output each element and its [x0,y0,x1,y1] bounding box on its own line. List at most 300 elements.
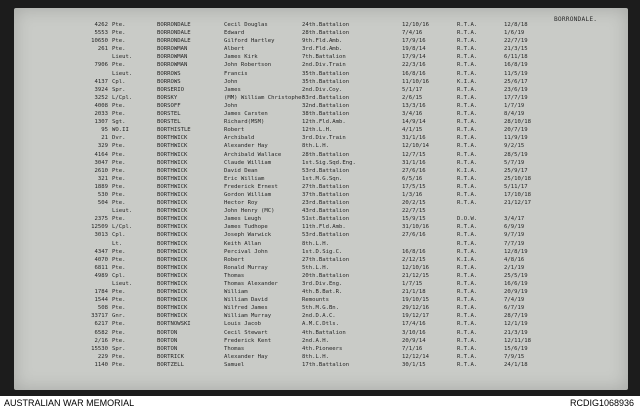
cell-unit: 28th.Battalion [302,30,350,37]
table-row [14,159,628,167]
table-row [14,199,628,207]
cell-fate-date: 17/10/18 [504,191,531,198]
cell-surname: BORTHWICK [157,191,188,198]
cell-unit: 37th.Battalion [302,191,350,198]
cell-fate: R.T.A. [457,281,478,287]
cell-enlistment-date: 20/9/14 [402,337,426,344]
cell-rank: Pte. [112,143,126,150]
cell-unit: 27th.Battalion [302,256,350,263]
cell-given-names: Albert [224,46,245,53]
cell-surname: BORTON [157,337,178,344]
cell-service-number: 329 [97,143,108,150]
cell-service-number: 321 [97,175,108,182]
table-row [14,231,628,239]
cell-enlistment-date: 22/3/16 [402,62,426,69]
cell-enlistment-date: 2/6/15 [402,94,423,101]
cell-service-number: 530 [97,191,108,198]
cell-fate: R.T.A. [457,102,478,109]
cell-rank: Pte. [112,321,126,328]
cell-rank: Pte. [112,62,126,69]
table-row [14,191,628,199]
cell-unit: 2nd.A.H. [302,337,329,344]
cell-fate-date: 21/3/15 [504,46,528,53]
table-row [14,272,628,280]
cell-fate: R.T.A. [457,240,478,247]
table-row [14,304,628,312]
cell-unit: 5th.L.H. [302,264,329,271]
table-row [14,288,628,296]
cell-given-names: Alexander Hay [224,143,268,150]
cell-unit: 8th.L.H. [302,143,329,150]
cell-unit: 9th.Fld.Amb. [302,38,343,45]
table-row [14,45,628,53]
cell-surname: BORTHWICK [157,297,188,304]
cell-rank: Pte. [112,111,126,118]
cell-enlistment-date: 2/12/15 [402,256,426,263]
cell-surname: BORTHWICK [157,167,188,174]
table-row [14,167,628,175]
cell-unit: 12th.L.H. [302,127,333,134]
table-row [14,337,628,345]
cell-fate-date: 21/12/17 [504,200,531,207]
cell-fate-date: 25/5/19 [504,272,528,279]
cell-rank: Lieut. [112,281,133,287]
table-row [14,86,628,94]
cell-fate: R.T.A. [457,22,478,28]
cell-fate: R.T.A. [457,111,478,118]
cell-unit: 43rd.Battalion [302,208,350,215]
cell-rank: Pte. [112,46,126,53]
cell-fate-date: 20/9/19 [504,289,528,296]
cell-unit: 4th.Battalion [302,329,346,336]
cell-given-names: Keith Allan [224,240,262,247]
cell-service-number: 1544 [94,297,108,304]
cell-fate-date: 6/7/19 [504,305,525,312]
cell-rank: Pte. [112,30,126,37]
cell-rank: Lieut. [112,70,133,77]
cell-given-names: Eric William [224,175,265,182]
cell-fate-date: 25/10/18 [504,175,531,182]
cell-unit: Remounts [302,297,329,304]
cell-fate: R.T.A. [457,62,478,69]
cell-enlistment-date: 16/8/16 [402,248,426,255]
cell-fate: D.O.W. [457,216,478,223]
cell-given-names: Gilford Hartley [224,38,275,45]
table-row [14,256,628,264]
cell-fate-date: 21/3/19 [504,329,528,336]
cell-given-names: Wilfred James [224,305,268,312]
cell-surname: BORTZELL [157,361,184,368]
cell-service-number: 7906 [94,62,108,69]
cell-service-number: 95 [101,127,108,134]
cell-rank: Pte. [112,264,126,271]
cell-surname: BORRONDALE [157,22,191,28]
cell-unit: 53rd.Battalion [302,167,350,174]
cell-given-names: Ronald Murray [224,264,268,271]
cell-enlistment-date: 12/10/14 [402,143,429,150]
cell-rank: Dvr. [112,135,126,142]
cell-enlistment-date: 16/8/16 [402,70,426,77]
cell-rank: Spr. [112,345,126,352]
cell-fate: R.T.A. [457,200,478,207]
cell-service-number: 4008 [94,102,108,109]
cell-unit: 12th.Fld.Amb. [302,119,346,126]
cell-unit: 11th.Fld.Amb. [302,224,346,231]
table-row [14,240,628,248]
table-row [14,29,628,37]
cell-rank: Cpl. [112,232,126,239]
cell-rank: Gnr. [112,313,126,320]
cell-rank: Lieut. [112,54,133,61]
cell-unit: 1st.M.G.Sqn. [302,175,343,182]
table-row [14,102,628,110]
table-row [14,70,628,78]
table-row [14,320,628,328]
cell-service-number: 1140 [94,361,108,368]
cell-fate: R.T.A. [457,232,478,239]
cell-service-number: 10650 [91,38,108,45]
cell-unit: 20th.Battalion [302,272,350,279]
cell-given-names: James Leugh [224,216,262,223]
cell-rank: Pte. [112,256,126,263]
cell-rank: Pte. [112,216,126,223]
cell-fate: R.T.A. [457,94,478,101]
cell-fate-date: 15/6/19 [504,345,528,352]
cell-service-number: 1307 [94,119,108,126]
cell-enlistment-date: 19/10/15 [402,297,429,304]
cell-given-names: Francis [224,70,248,77]
cell-unit: 24th.Battalion [302,22,350,28]
cell-rank: Pte. [112,191,126,198]
table-row [14,223,628,231]
cell-fate: R.T.A. [457,264,478,271]
cell-surname: BORTHWICK [157,159,188,166]
cell-given-names: Thomas Alexander [224,281,278,287]
cell-surname: BORTHWICK [157,143,188,150]
cell-fate: R.T.A. [457,272,478,279]
cell-fate: R.T.A. [457,151,478,158]
header-surname: BORRONDALE. [554,16,598,23]
cell-fate-date: 5/11/17 [504,183,528,190]
cell-service-number: 1784 [94,289,108,296]
cell-fate: R.T.A. [457,297,478,304]
cell-surname: BORTHWICK [157,175,188,182]
cell-unit: 2nd.Div.Coy. [302,86,343,93]
cell-service-number: 3924 [94,86,108,93]
cell-surname: BORTHWICK [157,248,188,255]
cell-given-names: Robert [224,127,245,134]
cell-fate-date: 3/4/17 [504,216,525,223]
cell-service-number: 4262 [94,22,108,28]
cell-surname: BORROWS [157,78,181,85]
cell-surname: BORTHWICK [157,313,188,320]
cell-fate: K.I.A. [457,78,478,85]
cell-service-number: 4347 [94,248,108,255]
cell-unit: 7th.Battalion [302,54,346,61]
cell-fate-date: 25/6/17 [504,78,528,85]
cell-service-number: 6217 [94,321,108,328]
cell-surname: BORTNOWSKI [157,321,191,328]
cell-enlistment-date: 14/9/14 [402,119,426,126]
cell-fate: R.T.A. [457,30,478,37]
cell-given-names: (MM) William Christopher [224,94,305,101]
cell-service-number: 2375 [94,216,108,223]
cell-fate: R.T.A. [457,70,478,77]
cell-given-names: James [224,86,241,93]
cell-given-names: James Kirk [224,54,258,61]
cell-surname: BORRONDALE [157,30,191,37]
cell-unit: 27th.Battalion [302,183,350,190]
cell-enlistment-date: 17/5/15 [402,183,426,190]
cell-unit: 5th.M.G.Bn. [302,305,340,312]
cell-fate-date: 1/7/19 [504,102,525,109]
cell-enlistment-date: 12/7/15 [402,151,426,158]
cell-given-names: Hector Roy [224,200,258,207]
cell-service-number: 4164 [94,151,108,158]
cell-enlistment-date: 3/4/16 [402,111,423,118]
cell-fate-date: 12/1/19 [504,321,528,328]
cell-given-names: John [224,102,238,109]
cell-surname: BORTRICK [157,353,184,360]
cell-service-number: 508 [97,305,108,312]
cell-service-number: 6811 [94,264,108,271]
cell-given-names: Percival John [224,248,268,255]
table-row [14,110,628,118]
cell-surname: BORTHWICK [157,208,188,215]
cell-fate: R.T.A. [457,54,478,61]
cell-enlistment-date: 30/1/15 [402,361,426,368]
cell-fate-date: 9/7/19 [504,232,525,239]
cell-fate-date: 2/1/19 [504,264,525,271]
cell-fate: R.T.A. [457,248,478,255]
cell-unit: 1st.D.Sig.C. [302,248,343,255]
cell-service-number: 6582 [94,329,108,336]
cell-service-number: 21 [101,135,108,142]
cell-enlistment-date: 27/6/16 [402,167,426,174]
cell-given-names: Cecil Douglas [224,22,268,28]
cell-service-number: 2610 [94,167,108,174]
cell-fate: R.T.A. [457,175,478,182]
cell-fate: R.T.A. [457,159,478,166]
cell-given-names: Joseph Warwick [224,232,272,239]
cell-enlistment-date: 7/4/16 [402,30,423,37]
cell-rank: Pte. [112,329,126,336]
cell-rank: Pte. [112,305,126,312]
cell-service-number: 4137 [94,78,108,85]
cell-enlistment-date: 5/1/17 [402,86,423,93]
cell-fate: R.T.A. [457,329,478,336]
cell-given-names: Archibald Wallace [224,151,282,158]
cell-fate: R.T.A. [457,143,478,150]
cell-enlistment-date: 21/1/18 [402,289,426,296]
cell-service-number: 229 [97,353,108,360]
table-row [14,53,628,61]
cell-surname: BORTHWICK [157,256,188,263]
cell-unit: 51st.Battalion [302,216,350,223]
cell-rank: Sgt. [112,119,126,126]
cell-rank: Pte. [112,337,126,344]
cell-rank: Lt. [112,240,123,247]
table-row [14,361,628,369]
cell-given-names: James Tudhope [224,224,268,231]
cell-enlistment-date: 19/12/17 [402,313,429,320]
cell-enlistment-date: 12/10/16 [402,264,429,271]
cell-enlistment-date: 17/4/16 [402,321,426,328]
cell-rank: Pte. [112,297,126,304]
table-row [14,312,628,320]
table-row [14,183,628,191]
cell-service-number: 5553 [94,30,108,37]
cell-unit: 38th.Battalion [302,111,350,118]
table-row [14,175,628,183]
cell-unit: A.M.C.Dtls. [302,321,340,328]
cell-fate-date: 7/7/19 [504,240,525,247]
cell-fate-date: 28/10/18 [504,119,531,126]
cell-fate: R.T.A. [457,353,478,360]
nominal-roll-sheet [14,8,628,390]
roll-rows [14,21,628,369]
cell-enlistment-date: 17/9/14 [402,54,426,61]
cell-fate: R.T.A. [457,183,478,190]
cell-enlistment-date: 3/10/16 [402,329,426,336]
cell-fate-date: 12/8/18 [504,22,528,28]
cell-enlistment-date: 12/10/16 [402,22,429,28]
cell-fate: R.T.A. [457,86,478,93]
cell-fate-date: 8/4/19 [504,111,525,118]
cell-enlistment-date: 4/1/15 [402,127,423,134]
cell-given-names: Edward [224,30,245,37]
cell-unit: 2nd.D.A.C. [302,313,336,320]
cell-enlistment-date: 7/1/16 [402,345,423,352]
cell-fate: R.T.A. [457,191,478,198]
cell-unit: 3rd.Div.Train [302,135,346,142]
cell-service-number: 4070 [94,256,108,263]
cell-fate: R.T.A. [457,289,478,296]
cell-given-names: Frederick Kent [224,337,272,344]
cell-rank: L/Cpl. [112,94,133,101]
cell-surname: BORTHWICK [157,183,188,190]
cell-fate-date: 6/9/19 [504,224,525,231]
cell-given-names: Thomas [224,345,245,352]
cell-enlistment-date: 12/12/14 [402,353,429,360]
cell-given-names: Gordon William [224,191,272,198]
cell-unit: 35th.Battalion [302,70,350,77]
cell-fate-date: 12/11/18 [504,337,531,344]
cell-given-names: Robert [224,256,245,263]
cell-fate-date: 20/7/19 [504,127,528,134]
cell-rank: Spr. [112,86,126,93]
cell-service-number: 504 [97,200,108,207]
cell-service-number: 12509 [91,224,108,231]
table-row [14,280,628,288]
cell-unit: 3rd.Fld.Amb. [302,46,343,53]
cell-rank: Cpl. [112,78,126,85]
cell-fate-date: 1/6/19 [504,30,525,37]
cell-surname: BORTHWICK [157,264,188,271]
cell-unit: 8th.L.H. [302,240,329,247]
cell-given-names: David Dean [224,167,258,174]
cell-surname: BORROWMAN [157,62,188,69]
cell-service-number: 15530 [91,345,108,352]
cell-unit: 35th.Battalion [302,78,350,85]
cell-service-number: 2/16 [94,337,108,344]
table-row [14,329,628,337]
cell-enlistment-date: 17/9/16 [402,38,426,45]
table-row [14,118,628,126]
cell-rank: Pte. [112,353,126,360]
cell-surname: BORTHWICK [157,289,188,296]
table-row [14,126,628,134]
cell-given-names: John Henry (MC) [224,208,275,215]
cell-fate: R.T.A. [457,321,478,328]
cell-given-names: William David [224,297,268,304]
table-row [14,296,628,304]
cell-surname: BORROWMAN [157,54,188,61]
cell-unit: 4th.Pioneers [302,345,343,352]
cell-unit: 28th.Battalion [302,151,350,158]
cell-rank: L/Cpl. [112,224,133,231]
cell-fate-date: 7/4/19 [504,297,525,304]
cell-rank: Pte. [112,151,126,158]
cell-fate-date: 4/8/16 [504,256,525,263]
cell-enlistment-date: 1/3/16 [402,191,423,198]
cell-surname: BORSTEL [157,119,181,126]
cell-surname: BORTHWICK [157,232,188,239]
cell-enlistment-date: 29/12/16 [402,305,429,312]
cell-fate: R.T.A. [457,135,478,142]
cell-fate-date: 11/5/19 [504,70,528,77]
cell-surname: BORSTEL [157,111,181,118]
table-row [14,61,628,69]
cell-unit: 8th.L.H. [302,353,329,360]
cell-given-names: John Robertson [224,62,272,69]
cell-fate: R.T.A. [457,337,478,344]
cell-given-names: William Murray [224,313,272,320]
cell-service-number: 261 [97,46,108,53]
cell-given-names: Louis Jacob [224,321,262,328]
cell-unit: 53rd.Battalion [302,232,350,239]
table-row [14,21,628,29]
cell-given-names: John [224,78,238,85]
cell-fate-date: 22/7/19 [504,38,528,45]
cell-fate-date: 28/7/19 [504,313,528,320]
table-row [14,248,628,256]
table-row [14,78,628,86]
footer-bar [0,397,640,410]
cell-enlistment-date: 11/10/16 [402,78,429,85]
cell-given-names: Richard(MSM) [224,119,265,126]
cell-unit: 4th.B.Bat.R. [302,289,343,296]
cell-service-number: 3047 [94,159,108,166]
cell-unit: 2nd.Div.Train [302,62,346,69]
cell-enlistment-date: 22/7/15 [402,208,426,215]
table-row [14,345,628,353]
table-row [14,215,628,223]
cell-fate: R.T.A. [457,345,478,352]
cell-surname: BORTHWICK [157,281,188,287]
cell-fate-date: 11/9/19 [504,135,528,142]
cell-rank: Pte. [112,248,126,255]
cell-fate-date: 9/2/15 [504,143,525,150]
cell-enlistment-date: 31/10/16 [402,224,429,231]
cell-service-number: 1889 [94,183,108,190]
cell-surname: BORTHWICK [157,151,188,158]
cell-surname: BORRONDALE [157,38,191,45]
cell-surname: BORTHWICK [157,240,188,247]
cell-fate-date: 6/11/18 [504,54,528,61]
cell-fate-date: 12/8/19 [504,248,528,255]
cell-rank: Pte. [112,200,126,207]
